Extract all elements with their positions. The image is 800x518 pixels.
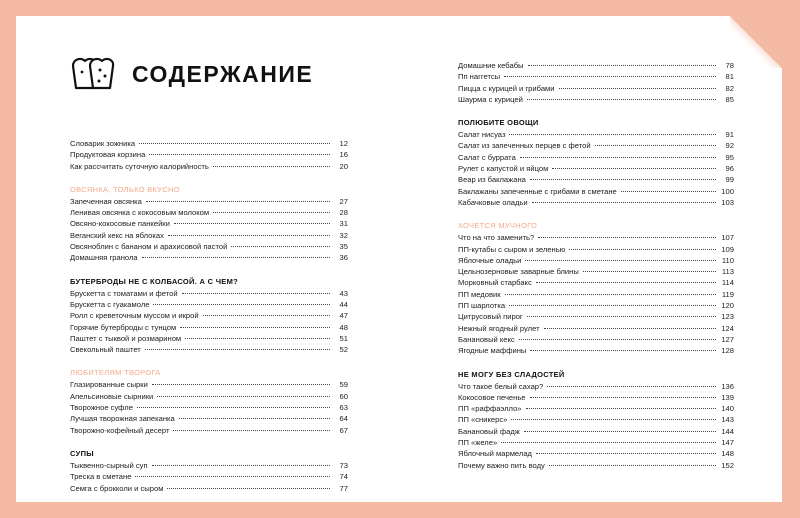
toc-entry-page: 120 bbox=[721, 301, 734, 311]
toc-entry-label: Овсяно-кокосовые панкейки bbox=[70, 219, 170, 229]
dot-leader bbox=[527, 316, 716, 317]
toc-section bbox=[70, 448, 348, 494]
section-title: ОВСЯНКА, ТОЛЬКО ВКУСНО bbox=[70, 184, 180, 194]
toc-entry[interactable] bbox=[458, 460, 734, 471]
dot-leader bbox=[530, 397, 716, 398]
dot-leader bbox=[157, 396, 330, 397]
toc-entry-label: Что такое белый сахар? bbox=[458, 381, 544, 391]
toc-entry-page: 12 bbox=[339, 139, 348, 148]
toc-entry-label: Веар из баклажана bbox=[458, 175, 526, 185]
dot-leader bbox=[536, 453, 716, 454]
toc-entry-label: Яблочные оладьи bbox=[458, 255, 522, 265]
toc-entry-page: 78 bbox=[725, 61, 734, 70]
book-page bbox=[16, 16, 782, 502]
toc-entry-page: 114 bbox=[721, 278, 734, 288]
toc-entry[interactable] bbox=[70, 391, 348, 402]
toc-entry-label: Глазированные сырки bbox=[70, 380, 148, 390]
dot-leader bbox=[547, 386, 716, 387]
toc-entry-page: 92 bbox=[725, 141, 734, 151]
dot-leader bbox=[142, 257, 330, 258]
toc-entry-page: 123 bbox=[721, 312, 734, 322]
toc-entry-label: Творожное суфле bbox=[70, 403, 133, 413]
dot-leader bbox=[595, 145, 716, 146]
toc-entry-label: Пицца с курицей и грибами bbox=[458, 83, 555, 93]
toc-entry-page: 47 bbox=[339, 311, 348, 321]
toc-entry-page: 77 bbox=[339, 483, 348, 493]
toc-entry-page: 119 bbox=[721, 289, 734, 299]
toc-entry-label: Как рассчитать суточную калорийность bbox=[70, 161, 209, 171]
toc-entry[interactable] bbox=[458, 277, 734, 288]
page-corner-fold bbox=[730, 16, 782, 68]
dot-leader bbox=[231, 246, 330, 247]
dot-leader bbox=[509, 305, 716, 306]
dot-leader bbox=[167, 488, 330, 489]
toc-entry[interactable] bbox=[458, 129, 734, 140]
toc-left-column bbox=[70, 54, 348, 506]
toc-entry-label: Ленивая овсянка с кокосовым молоком bbox=[70, 208, 210, 218]
toc-entry-page: 100 bbox=[721, 186, 734, 196]
toc-entry-page: 136 bbox=[721, 381, 734, 391]
dot-leader bbox=[174, 223, 330, 224]
toc-entry-label: Свекольный паштет bbox=[70, 345, 141, 355]
toc-entry-page: 99 bbox=[725, 175, 734, 185]
dot-leader bbox=[149, 154, 330, 155]
toc-entry-label: Брускетта с гуакамоле bbox=[70, 299, 150, 309]
toc-entry[interactable] bbox=[70, 322, 348, 333]
toc-entry[interactable] bbox=[458, 83, 734, 94]
toc-entry[interactable] bbox=[70, 310, 348, 321]
dot-leader bbox=[538, 237, 716, 238]
toc-entry-page: 81 bbox=[725, 72, 734, 82]
toc-entry[interactable] bbox=[458, 244, 734, 255]
dot-leader bbox=[145, 349, 330, 350]
toc-entry-label: Что на что заменить? bbox=[458, 233, 535, 243]
dot-leader bbox=[504, 76, 716, 77]
toc-entry[interactable] bbox=[458, 71, 734, 82]
toc-entry-page: 110 bbox=[721, 255, 734, 265]
toc-entry[interactable] bbox=[458, 300, 734, 311]
toc-entry[interactable] bbox=[70, 471, 348, 482]
toc-entry[interactable] bbox=[458, 381, 734, 392]
dot-leader bbox=[505, 294, 716, 295]
toc-entry[interactable] bbox=[458, 345, 734, 356]
toc-entry[interactable] bbox=[458, 255, 734, 266]
dot-leader bbox=[137, 407, 330, 408]
toc-entry-page: 20 bbox=[339, 161, 348, 171]
toc-entry-label: Банановый кекс bbox=[458, 334, 515, 344]
toc-entry-label: Горячие бутерброды с тунцом bbox=[70, 322, 177, 332]
toc-entry-label: ПП-кутабы с сыром и зеленью bbox=[458, 244, 566, 254]
toc-entry-label: ПП «желе» bbox=[458, 438, 498, 448]
dot-leader bbox=[569, 249, 716, 250]
dot-leader bbox=[135, 476, 330, 477]
toc-entry-label: Пп наггетсы bbox=[458, 72, 501, 82]
toc-section bbox=[70, 184, 348, 264]
dot-leader bbox=[182, 293, 330, 294]
toc-entry[interactable] bbox=[70, 149, 348, 160]
toc-entry-page: 60 bbox=[339, 391, 348, 401]
dot-leader bbox=[532, 202, 716, 203]
toc-entry-page: 74 bbox=[339, 472, 348, 482]
toc-entry[interactable] bbox=[458, 334, 734, 345]
toc-entry-page: 35 bbox=[339, 242, 348, 252]
dot-leader bbox=[559, 88, 716, 89]
dot-leader bbox=[530, 179, 716, 180]
toc-entry[interactable] bbox=[458, 60, 734, 71]
toc-entry-label: Кабачковые оладьи bbox=[458, 197, 528, 207]
toc-entry-label: Цельнозерновые заварные блины bbox=[458, 267, 579, 277]
dot-leader bbox=[583, 271, 716, 272]
dot-leader bbox=[501, 442, 716, 443]
toc-entry[interactable] bbox=[458, 289, 734, 300]
toc-entry[interactable] bbox=[70, 207, 348, 218]
toc-entry-page: 143 bbox=[721, 415, 734, 425]
toc-entry[interactable] bbox=[458, 140, 734, 151]
toc-entry[interactable] bbox=[70, 379, 348, 390]
toc-entry-page: 152 bbox=[721, 460, 734, 470]
toc-entry[interactable] bbox=[458, 232, 734, 243]
toc-entry-label: Апельсиновые сырники bbox=[70, 391, 154, 401]
toc-entry[interactable] bbox=[458, 403, 734, 414]
toc-entry[interactable] bbox=[70, 252, 348, 263]
toc-entry[interactable] bbox=[458, 197, 734, 208]
toc-entry-label: Цитрусовый пирог bbox=[458, 312, 523, 322]
toc-entry-label: Ролл с креветочным муссом и икрой bbox=[70, 311, 199, 321]
section-title: ХОЧЕТСЯ МУЧНОГО bbox=[458, 221, 538, 231]
toc-entry-label: Кокосовое печенье bbox=[458, 392, 526, 402]
toc-entry-page: 63 bbox=[339, 403, 348, 413]
toc-entry-page: 95 bbox=[725, 152, 734, 162]
dot-leader bbox=[511, 419, 716, 420]
toc-entry[interactable] bbox=[458, 414, 734, 425]
toc-right-column bbox=[458, 60, 734, 483]
toc-entry-page: 82 bbox=[725, 83, 734, 93]
toc-entry-page: 51 bbox=[339, 333, 348, 343]
toc-entry-label: Яблочный мармелад bbox=[458, 449, 532, 459]
toc-entry[interactable] bbox=[458, 323, 734, 334]
dot-leader bbox=[213, 212, 330, 213]
toc-entry-label: Тыквенно-сырный суп bbox=[70, 460, 148, 470]
dot-leader bbox=[525, 260, 716, 261]
toc-entry-label: Салат с буррата bbox=[458, 152, 516, 162]
toc-entry[interactable] bbox=[458, 392, 734, 403]
toc-entry-label: Рулет с капустой и яйцом bbox=[458, 164, 549, 174]
dot-leader bbox=[524, 431, 716, 432]
toc-entry[interactable] bbox=[458, 426, 734, 437]
toc-section bbox=[458, 369, 734, 471]
toc-entry-page: 67 bbox=[339, 425, 348, 435]
toc-entry-label: Салат из запеченных перцев с фетой bbox=[458, 141, 591, 151]
dot-leader bbox=[544, 328, 716, 329]
toc-entry-page: 44 bbox=[339, 299, 348, 309]
dot-leader bbox=[152, 465, 330, 466]
section-title: ЛЮБИТЕЛЯМ ТВОРОГА bbox=[70, 368, 161, 378]
toc-entry-label: Нежный ягодный рулет bbox=[458, 323, 540, 333]
toc-entry-label: Ягодные маффины bbox=[458, 346, 527, 356]
toc-entry-page: 27 bbox=[339, 196, 348, 206]
toc-entry[interactable] bbox=[458, 163, 734, 174]
section-title: НЕ МОГУ БЕЗ СЛАДОСТЕЙ bbox=[458, 369, 565, 379]
toc-entry-page: 147 bbox=[721, 438, 734, 448]
toc-entry-page: 73 bbox=[339, 460, 348, 470]
toc-entry-label: Веганский кекс на яблоках bbox=[70, 230, 164, 240]
dot-leader bbox=[173, 430, 330, 431]
toc-entry[interactable] bbox=[458, 174, 734, 185]
toc-entry[interactable] bbox=[70, 138, 348, 149]
toc-entry-label: Домашние кебабы bbox=[458, 61, 524, 70]
toc-entry[interactable] bbox=[70, 425, 348, 436]
dot-leader bbox=[519, 339, 716, 340]
toc-entry[interactable] bbox=[70, 483, 348, 494]
toc-entry-page: 113 bbox=[721, 267, 734, 277]
toc-entry[interactable] bbox=[458, 448, 734, 459]
toc-entry-label: Лучшая творожная запеканка bbox=[70, 414, 175, 424]
toc-entry-label: ПП шарлотка bbox=[458, 301, 506, 311]
toc-entry-page: 127 bbox=[721, 334, 734, 344]
dot-leader bbox=[180, 327, 330, 328]
toc-entry-page: 109 bbox=[721, 244, 734, 254]
toc-entry-label: ПП «сникерс» bbox=[458, 415, 508, 425]
toc-entry-label: Творожно-кофейный десерт bbox=[70, 425, 170, 435]
section-title: ПОЛЮБИТЕ ОВОЩИ bbox=[458, 118, 539, 128]
toc-entry[interactable] bbox=[458, 186, 734, 197]
toc-entry-label: Паштет с тыквой и розмарином bbox=[70, 333, 182, 343]
dot-leader bbox=[530, 350, 716, 351]
dot-leader bbox=[528, 65, 716, 66]
toc-section bbox=[70, 367, 348, 435]
toc-entry-page: 43 bbox=[339, 288, 348, 298]
dot-leader bbox=[152, 384, 330, 385]
section-title: БУТЕРБРОДЫ НЕ С КОЛБАСОЙ. А С ЧЕМ? bbox=[70, 276, 238, 286]
toc-entry-page: 52 bbox=[339, 345, 348, 355]
toc-section bbox=[458, 220, 734, 356]
dot-leader bbox=[549, 465, 716, 466]
toc-entry-label: Запеченная овсянка bbox=[70, 196, 142, 206]
dot-leader bbox=[621, 191, 716, 192]
dot-leader bbox=[139, 143, 330, 144]
toc-entry-label: Морковный старбакс bbox=[458, 278, 532, 288]
dot-leader bbox=[527, 99, 716, 100]
toc-entry-page: 107 bbox=[721, 233, 734, 243]
toc-entry[interactable] bbox=[70, 413, 348, 424]
toc-section bbox=[458, 60, 734, 105]
toc-entry-label: ПП медовик bbox=[458, 289, 501, 299]
toc-entry-page: 59 bbox=[339, 380, 348, 390]
toc-entry-page: 148 bbox=[721, 449, 734, 459]
toc-entry-label: Домашняя гранола bbox=[70, 253, 138, 263]
toc-entry-page: 128 bbox=[721, 346, 734, 356]
toc-entry-label: ПП «раффаэлло» bbox=[458, 404, 522, 414]
toc-entry-label: Треска в сметане bbox=[70, 472, 132, 482]
bread-slices-icon bbox=[70, 54, 122, 94]
dot-leader bbox=[153, 304, 330, 305]
toc-entry[interactable] bbox=[458, 94, 734, 105]
toc-entry-page: 48 bbox=[339, 322, 348, 332]
toc-entry-label: Банановый фадж bbox=[458, 426, 520, 436]
toc-section bbox=[458, 117, 734, 208]
toc-entry[interactable] bbox=[458, 152, 734, 163]
page-title: СОДЕРЖАНИЕ bbox=[132, 60, 314, 87]
toc-entry-label: Словарик зожника bbox=[70, 139, 136, 148]
toc-entry-page: 28 bbox=[339, 208, 348, 218]
left-sections bbox=[70, 138, 348, 494]
toc-entry-label: Овсяноблин с бананом и арахисовой пастой bbox=[70, 242, 228, 252]
section-title: СУПЫ bbox=[70, 448, 94, 458]
toc-entry-page: 36 bbox=[339, 253, 348, 263]
dot-leader bbox=[179, 418, 330, 419]
toc-entry-page: 103 bbox=[721, 197, 734, 207]
toc-entry[interactable] bbox=[70, 460, 348, 471]
dot-leader bbox=[185, 338, 330, 339]
toc-entry-label: Салат нисуаз bbox=[458, 130, 506, 140]
toc-entry-page: 124 bbox=[721, 323, 734, 333]
toc-entry[interactable] bbox=[70, 299, 348, 310]
dot-leader bbox=[536, 282, 716, 283]
toc-entry-label: Брускетта с томатами и фетой bbox=[70, 288, 178, 298]
toc-entry[interactable] bbox=[70, 218, 348, 229]
dot-leader bbox=[552, 168, 716, 169]
dot-leader bbox=[520, 157, 716, 158]
toc-entry[interactable] bbox=[70, 333, 348, 344]
toc-entry-label: Продуктовая корзина bbox=[70, 150, 146, 160]
toc-entry[interactable] bbox=[70, 288, 348, 299]
toc-entry-page: 85 bbox=[725, 94, 734, 104]
toc-entry[interactable] bbox=[70, 344, 348, 355]
toc-entry[interactable] bbox=[70, 402, 348, 413]
dot-leader bbox=[203, 315, 330, 316]
dot-leader bbox=[146, 201, 330, 202]
toc-entry[interactable] bbox=[458, 266, 734, 277]
toc-entry-page: 16 bbox=[339, 150, 348, 160]
toc-entry[interactable] bbox=[70, 196, 348, 207]
dot-leader bbox=[168, 235, 330, 236]
dot-leader bbox=[509, 134, 716, 135]
toc-entry[interactable] bbox=[458, 437, 734, 448]
toc-entry-label: Семга с брокколи и сыром bbox=[70, 483, 164, 493]
toc-entry-page: 144 bbox=[721, 426, 734, 436]
toc-section bbox=[70, 138, 348, 172]
toc-entry-page: 91 bbox=[725, 130, 734, 140]
toc-entry-page: 96 bbox=[725, 164, 734, 174]
right-sections bbox=[458, 60, 734, 471]
toc-entry-page: 32 bbox=[339, 230, 348, 240]
toc-entry-label: Баклажаны запеченные с грибами в сметане bbox=[458, 186, 617, 196]
toc-entry-label: Почему важно пить воду bbox=[458, 460, 545, 470]
title-block bbox=[70, 54, 348, 94]
toc-entry[interactable] bbox=[70, 241, 348, 252]
toc-entry-page: 31 bbox=[339, 219, 348, 229]
toc-entry-page: 140 bbox=[721, 404, 734, 414]
toc-entry[interactable] bbox=[70, 230, 348, 241]
dot-leader bbox=[526, 408, 716, 409]
toc-entry[interactable] bbox=[458, 311, 734, 322]
toc-entry-page: 64 bbox=[339, 414, 348, 424]
toc-entry[interactable] bbox=[70, 161, 348, 172]
toc-entry-page: 139 bbox=[721, 392, 734, 402]
toc-section bbox=[70, 276, 348, 356]
toc-entry-label: Шаурма с курицей bbox=[458, 94, 523, 104]
dot-leader bbox=[213, 166, 330, 167]
